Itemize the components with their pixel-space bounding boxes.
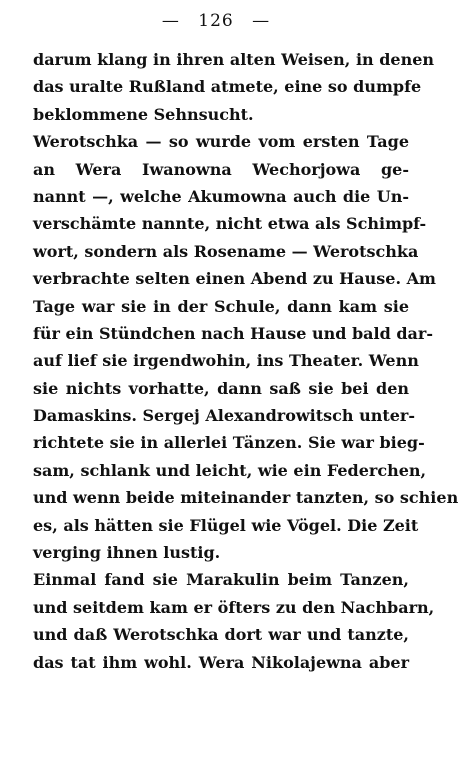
text-line: Damaskins. Sergej Alexandrowitsch unter-: [33, 406, 415, 426]
text-line: sie nichts vorhatte, dann saß sie bei den: [33, 378, 409, 398]
text-line: verging ihnen lustig.: [33, 543, 221, 563]
header-dash-left: —: [161, 11, 180, 31]
text-line: und daß Werotschka dort war und tanzte,: [33, 625, 409, 645]
text-line: an Wera Iwanowna Wechorjowa ge-: [33, 159, 409, 179]
text-line: für ein Stündchen nach Hause und bald dar-: [33, 323, 433, 343]
text-line: und wenn beide miteinander tanzten, so schien: [33, 488, 458, 508]
text-line: wort, sondern als Rosename — Werotschka: [33, 241, 419, 261]
text-line: und seitdem kam er öfters zu den Nachbarn,: [33, 597, 435, 617]
text-line: sam, schlank und leicht, wie ein Federchen,: [33, 460, 427, 480]
text-line: das tat ihm wohl. Wera Nikolajewna aber: [33, 652, 409, 672]
text-line: nannt —, welche Akumowna auch die Un-: [33, 186, 409, 206]
text-line: Tage war sie in der Schule, dann kam sie: [33, 296, 409, 316]
text-line: darum klang in ihren alten Weisen, in denen: [33, 50, 435, 69]
text-line: Werotschka — so wurde vom ersten Tage: [33, 132, 409, 152]
text-line: richtete sie in allerlei Tänzen. Sie war bieg-: [33, 433, 425, 453]
text-line: verbrachte selten einen Abend zu Hause. Am: [33, 269, 436, 289]
text-line: Einmal fand sie Marakulin beim Tanzen,: [33, 570, 409, 590]
page-number: 126: [198, 11, 234, 31]
body-text: [33, 46, 458, 676]
text-line: das uralte Rußland atmete, eine so dumpfe: [33, 77, 422, 97]
text-line: beklommene Sehnsucht.: [33, 104, 254, 124]
text-line: verschämte nannte, nicht etwa als Schimpf-: [33, 214, 427, 234]
header-dash-right: —: [252, 11, 271, 31]
text-line: es, als hätten sie Flügel wie Vögel. Die Zeit: [33, 515, 419, 535]
page-header: [0, 10, 432, 32]
text-line: auf lief sie irgendwohin, ins Theater. Wenn: [33, 351, 419, 371]
